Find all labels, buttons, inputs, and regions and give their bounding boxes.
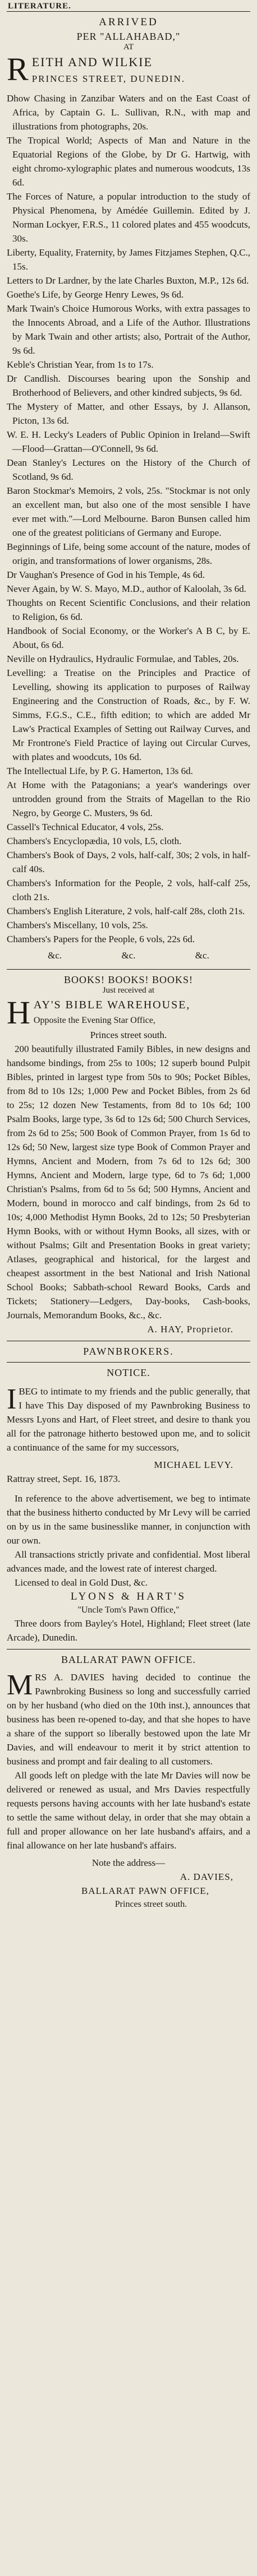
drop-cap: M <box>7 1669 33 1701</box>
firm-tagline: "Uncle Tom's Pawn Office," <box>77 1605 180 1615</box>
book-entry: Keble's Christian Year, from 1s to 17s. <box>7 359 154 370</box>
reith-wilkie-advert <box>7 16 250 965</box>
book-entry: The Forces of Nature, a popular introduction to the study of Physical Phenomena, by Amédée Guillemin. Edited by J. Norman Lockyer, F.R.S., 11 colored plates and 455 woodcuts, 30s. <box>7 191 250 244</box>
book-entry: Chambers's Information for the People, 2 vols, half-calf 25s, cloth 21s. <box>7 878 250 902</box>
hays-bible-advert <box>7 974 250 1336</box>
book-entry: Beginnings of Life, being some account of the nature, modes of origin, and transformations of lower organisms, 28s. <box>7 541 250 566</box>
just-received: Just received at <box>102 986 155 995</box>
etc-mark: &c. <box>121 950 136 961</box>
book-entry: Handbook of Social Economy, or the Worker's A B C, by E. About, 6s 6d. <box>7 626 250 650</box>
notice-para: Three doors from Bayley's Hotel, Highland; Fleet street (late Arcade), Dunedin. <box>7 1618 250 1643</box>
at-line: AT <box>123 43 134 52</box>
firm-line <box>7 994 250 1031</box>
signature: A. DAVIES, <box>180 1871 233 1882</box>
notice-first-line: BEG to intimate to my friends and the <box>19 1386 167 1397</box>
office-name: BALLARAT PAWN OFFICE, <box>81 1885 209 1896</box>
book-entry: Baron Stockmar's Memoirs, 2 vols, 25s. "Stockmar is not only an excellent man, but also one of the most sensible I have ever met with."—Lord Melbourne. Baron Bunsen called him one of the greatest politicians of Germany and Europe. <box>7 485 250 538</box>
book-entry: Goethe's Life, by George Henry Lewes, 9s 6d. <box>7 289 184 300</box>
firm-name: AY'S BIBLE WAREHOUSE, <box>33 999 191 1011</box>
notice-para: In reference to the above advertisement, we beg to intimate that the business hitherto conducted by Mr Levy will be carried on by us in the same businesslike manner, in conjunction with our own. <box>7 1493 250 1546</box>
office-heading: BALLARAT PAWN OFFICE. <box>61 1654 196 1665</box>
book-entry: Chambers's Book of Days, 2 vols, half-calf, 30s; 2 vols, in half-calf 40s. <box>7 850 250 874</box>
advert-text: continue the Pawnbroking Business so long and successfully carried on by her husband (who died on the 10th inst.), announces that business has been re-opened to-day, and that she hopes to have a share of the support so liberally bestowed upon the late Mr Davies, and will endeavour to merit it by strict attention to business and prompt and fair dealing to all customers. <box>7 1672 251 1767</box>
book-entry: Mark Twain's Choice Humorous Works, with extra passages to the Innocents Abroad, and a Life of the Author. Illustrations by Mark Twain and other artists; also, Portrait of the Author, 9s 6d. <box>7 303 250 356</box>
firm-line <box>7 51 250 87</box>
book-entry: The Mystery of Matter, and other Essays, by J. Allanson, Picton, 13s 6d. <box>7 401 250 426</box>
book-entry: Letters to Dr Lardner, by the late Charles Buxton, M.P., 12s 6d. <box>7 275 249 286</box>
book-list <box>7 91 250 946</box>
book-entry: Dr Candlish. Discourses bearing upon the Sonship and Brotherhood of Believers, and other kindred subjects, 9s 6d. <box>7 373 250 398</box>
drop-cap: H <box>7 994 31 1031</box>
ballarat-advert <box>7 1654 250 1911</box>
levy-notice <box>7 1367 250 1644</box>
book-entry: Dean Stanley's Lectures on the History of the Church of Scotland, 9s 6d. <box>7 457 250 482</box>
advert-para <box>7 1670 250 1768</box>
divider <box>7 969 250 970</box>
book-entry: The Intellectual Life, by P. G. Hamerton, 13s 6d. <box>7 766 193 776</box>
book-entry: The Tropical World; Aspects of Man and Nature in the Equatorial Regions of the Globe, by Dr G. Hartwig, with eight chromo-xylographic plates and numerous woodcuts, 13s 6d. <box>7 135 250 188</box>
divider <box>7 1649 250 1650</box>
street-line: Princes street south. <box>90 1030 167 1040</box>
advert-first-line: RS A. DAVIES having decided to <box>35 1672 191 1683</box>
advert-para: All goods left on pledge with the late Mr Davies will now be delivered or renewed as usual, and Mrs Davies respectfully requests persons having accounts with her late husband's estate to settle the same without delay, in order that she may obtain a full and proper allowance on her late husband's affairs, and a final allowance on her late husband's affairs. <box>7 1770 250 1851</box>
etc-mark: &c. <box>195 950 209 961</box>
etcetera-line <box>7 946 250 965</box>
book-entry: Dr Vaughan's Presence of God in his Temple, 4s 6d. <box>7 569 205 580</box>
book-entry: Levelling: a Treatise on the Principles and Practice of Levelling, showing its application to purposes of Railway Engineering and the Construction of Roads, &c., by F. W. Simms, F.G.S., C.E., fifth edition; to which are added Mr Law's Practical Examples of Setting out Railway Curves, and Mr Frontrone's Field Practice of laying out Circular Curves, with plates and woodcuts, 10s 6d. <box>7 668 250 762</box>
pawnbrokers-heading: PAWNBROKERS. <box>83 1346 174 1357</box>
signature: A. HAY, Proprietor. <box>147 1324 233 1335</box>
signature: MICHAEL LEVY. <box>154 1460 233 1470</box>
book-entry: Chambers's English Literature, 2 vols, half-calf 28s, cloth 21s. <box>7 906 245 916</box>
drop-cap: R <box>7 51 30 87</box>
book-entry: Chambers's Miscellany, 10 vols, 25s. <box>7 920 148 930</box>
book-entry: At Home with the Patagonians; a year's wanderings over untrodden ground from the Straits of Magellan to the Rio Negro, by George C. Musters, 9s 6d. <box>7 780 250 818</box>
office-location: Princes street south. <box>114 1899 187 1909</box>
firm-name: EITH AND WILKIE <box>31 55 153 69</box>
firm-name: LYONS & HART'S <box>70 1591 187 1602</box>
book-entry: Dhow Chasing in Zanzibar Waters and on the East Coast of Africa, by Captain G. L. Sullivan, R.N., with map and illustrations from photographs, 20s. <box>7 93 250 132</box>
book-entry: Cassell's Technical Educator, 4 vols, 25s. <box>7 822 164 832</box>
book-entry: Neville on Hydraulics, Hydraulic Formulae, and Tables, 20s. <box>7 654 239 664</box>
notice-para <box>7 1384 250 1454</box>
advert-body: 200 beautifully illustrated Family Bibles, in new designs and handsome bindings, from 25s to 100s; 12 superb bound Pulpit Bibles, printed in largest type from 50s to 90s; Pocket Bibles, from 8d to 10s 12s; 1,000 Pew and Pocket Bibles, from 2s 6d to 25s; 12 dozen New Testaments, from 8d to 10s 6d; 100 Psalm Books, large type, 3s 6d to 12s 6d; 500 Church Services, from 2s 6d to 25s; 500 Book of Common Prayer, from 1s 6d to 12s 6d; 50 New, largest size type Book of Common Prayer and Hymns, Ancient and Modern, from 7s 6d to 12s 6d; 300 Hymns, Ancient and Modern, large type, 6d to 7s 6d; 1,000 Christian's Psalms, from 6d to 5s 6d; 500 Hymns, Ancient and Modern, bound in morocco and calf bindings, from 2s 6d to 10s; 4,000 Methodist Hymn Books, 2d to 12s; 50 Presbyterian Hymn Books, with or without Hymn Books, all sizes, with or without Psalms; Gilt and Presentation Books in great variety; Atlases, geographical and historical, for the largest and cheapest assortment in the best National and Irish National School Books; Sabbath-school Reward Books, Cards and Tickets; Stationery—Ledgers, Day-books, Cash-books, Journals, Memorandum Books, &c., &c. <box>7 1044 250 1321</box>
newspaper-column <box>7 0 250 1911</box>
firm-address: PRINCES STREET, DUNEDIN. <box>31 73 186 84</box>
book-entry: Chambers's Encyclopædia, 10 vols, L5, cloth. <box>7 836 182 846</box>
firm-opposite: Opposite the Evening Star Office, <box>33 1016 155 1025</box>
notice-text: public generally, that I have This Day disposed of my Pawnbroking Business to Messrs Lyons and Hart, of Fleet street, and desire to thank you all for the patronage hitherto bestowed upon me, and to solicit a continuance of the same for my successors, <box>7 1386 250 1453</box>
ship-line: PER "ALLAHABAD," <box>76 31 181 42</box>
notice-date: Rattray street, Sept. 16, 1873. <box>7 1474 121 1484</box>
etc-mark: &c. <box>48 950 62 961</box>
notice-para: Licensed to deal in Gold Dust, &c. <box>15 1577 148 1588</box>
drop-cap: I <box>7 1383 17 1415</box>
notice-heading: NOTICE. <box>107 1367 150 1378</box>
books-heading: BOOKS! BOOKS! BOOKS! <box>63 974 194 985</box>
arrived-heading: ARRIVED <box>99 16 158 28</box>
book-entry: W. E. H. Lecky's Leaders of Public Opinion in Ireland—Swift—Flood—Grattan—O'Connell, 9s 6d. <box>7 429 250 454</box>
address-note: Note the address— <box>91 1857 166 1868</box>
book-entry: Chambers's Papers for the People, 6 vols, 22s 6d. <box>7 934 195 944</box>
divider <box>7 1362 250 1363</box>
notice-para: All transactions strictly private and confidential. Most liberal advances made, and the lowest rate of interest charged. <box>7 1549 250 1574</box>
book-entry: Thoughts on Recent Scientific Conclusions, and their relation to Religion, 6s 6d. <box>7 597 250 622</box>
book-entry: Liberty, Equality, Fraternity, by James Fitzjames Stephen, Q.C., 15s. <box>7 247 250 272</box>
book-entry: Never Again, by W. S. Mayo, M.D., author of Kaloolah, 3s 6d. <box>7 583 246 594</box>
section-header: LITERATURE. <box>7 1 250 12</box>
